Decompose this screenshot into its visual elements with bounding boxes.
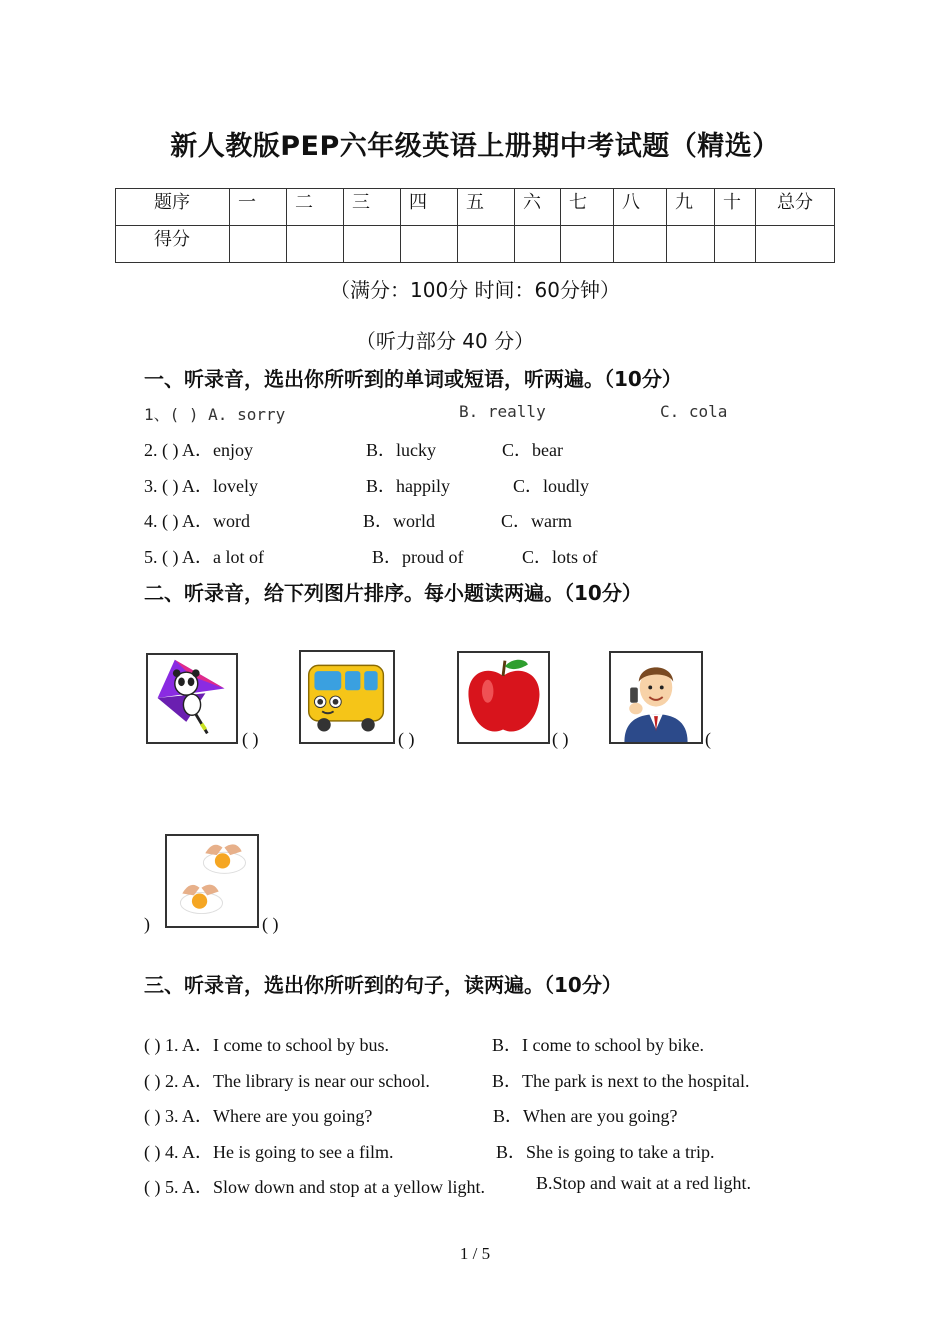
page-title: 新人教版PEP六年级英语上册期中考试题（精选） <box>170 131 780 162</box>
exam-meta: （满分：100分 时间：60分钟） <box>330 278 620 302</box>
q3-stem: 3. ( ) A．lovely <box>144 476 258 496</box>
score-input-cell <box>667 226 715 263</box>
score-cell: 二 <box>287 189 344 226</box>
picture2-answer-paren: ( ) <box>398 729 415 749</box>
score-cell: 题序 <box>116 189 230 226</box>
score-cell: 一 <box>230 189 287 226</box>
score-input-cell <box>756 226 835 263</box>
section3-heading: 三、听录音，选出你所听到的句子，读两遍。（10分） <box>144 973 622 997</box>
score-input-cell <box>230 226 287 263</box>
score-cell: 三 <box>344 189 401 226</box>
s3-q3-option-b: B．When are you going? <box>493 1106 678 1126</box>
s3-q3-option-a: ( ) 3. A．Where are you going? <box>144 1106 373 1126</box>
s3-q1-option-b: B．I come to school by bike. <box>492 1035 704 1055</box>
score-cell: 四 <box>401 189 458 226</box>
listening-header: （听力部分 40 分） <box>355 329 535 353</box>
q2-option-b: B．lucky <box>366 440 436 460</box>
q4-option-b: B．world <box>363 511 435 531</box>
s3-q5-option-b: B.Stop and wait at a red light. <box>536 1173 751 1193</box>
q2-option-c: C．bear <box>502 440 563 460</box>
score-table <box>115 188 835 263</box>
picture4-answer-paren-close: ) <box>144 914 150 934</box>
score-table-header-row <box>116 189 835 226</box>
picture5-answer-paren: ( ) <box>262 914 279 934</box>
eggs-icon <box>165 834 259 928</box>
score-cell: 八 <box>614 189 667 226</box>
s3-q4-option-b: B．She is going to take a trip. <box>496 1142 715 1162</box>
score-input-cell <box>401 226 458 263</box>
score-cell: 得分 <box>116 226 230 263</box>
kite-panda-icon <box>146 653 238 744</box>
q5-stem: 5. ( ) A．a lot of <box>144 547 264 567</box>
man-phone-icon <box>609 651 703 744</box>
q1-option-b: B. really <box>459 402 546 421</box>
section2-heading: 二、听录音，给下列图片排序。每小题读两遍。（10分） <box>144 581 642 605</box>
score-input-cell <box>287 226 344 263</box>
picture4-answer-paren-open: ( <box>705 729 711 749</box>
picture3-answer-paren: ( ) <box>552 729 569 749</box>
score-input-cell <box>515 226 561 263</box>
apple-icon <box>457 651 550 744</box>
s3-q4-option-a: ( ) 4. A．He is going to see a film. <box>144 1142 394 1162</box>
q5-option-b: B．proud of <box>372 547 464 567</box>
score-input-cell <box>458 226 515 263</box>
s3-q5-option-a: ( ) 5. A．Slow down and stop at a yellow light. <box>144 1177 485 1197</box>
q4-option-c: C．warm <box>501 511 572 531</box>
q1-stem: 1、( ) A. sorry <box>144 405 286 424</box>
picture1-answer-paren: ( ) <box>242 729 259 749</box>
q3-option-c: C．loudly <box>513 476 590 496</box>
score-cell: 九 <box>667 189 715 226</box>
s3-q1-option-a: ( ) 1. A．I come to school by bus. <box>144 1035 389 1055</box>
score-input-cell <box>715 226 756 263</box>
s3-q2-option-b: B．The park is next to the hospital. <box>492 1071 750 1091</box>
page-number: 1 / 5 <box>459 1244 491 1263</box>
score-cell: 五 <box>458 189 515 226</box>
score-cell: 总分 <box>756 189 835 226</box>
q3-option-b: B．happily <box>366 476 450 496</box>
q1-option-c: C. cola <box>660 402 728 421</box>
score-table-score-row <box>116 226 835 263</box>
q2-stem: 2. ( ) A．enjoy <box>144 440 253 460</box>
score-cell: 七 <box>561 189 614 226</box>
score-input-cell <box>614 226 667 263</box>
q4-stem: 4. ( ) A．word <box>144 511 250 531</box>
score-cell: 十 <box>715 189 756 226</box>
q5-option-c: C．lots of <box>522 547 598 567</box>
s3-q2-option-a: ( ) 2. A．The library is near our school. <box>144 1071 430 1091</box>
score-cell: 六 <box>515 189 561 226</box>
bus-icon <box>299 650 395 744</box>
section1-heading: 一、听录音，选出你所听到的单词或短语，听两遍。（10分） <box>144 367 682 391</box>
score-input-cell <box>344 226 401 263</box>
score-input-cell <box>561 226 614 263</box>
